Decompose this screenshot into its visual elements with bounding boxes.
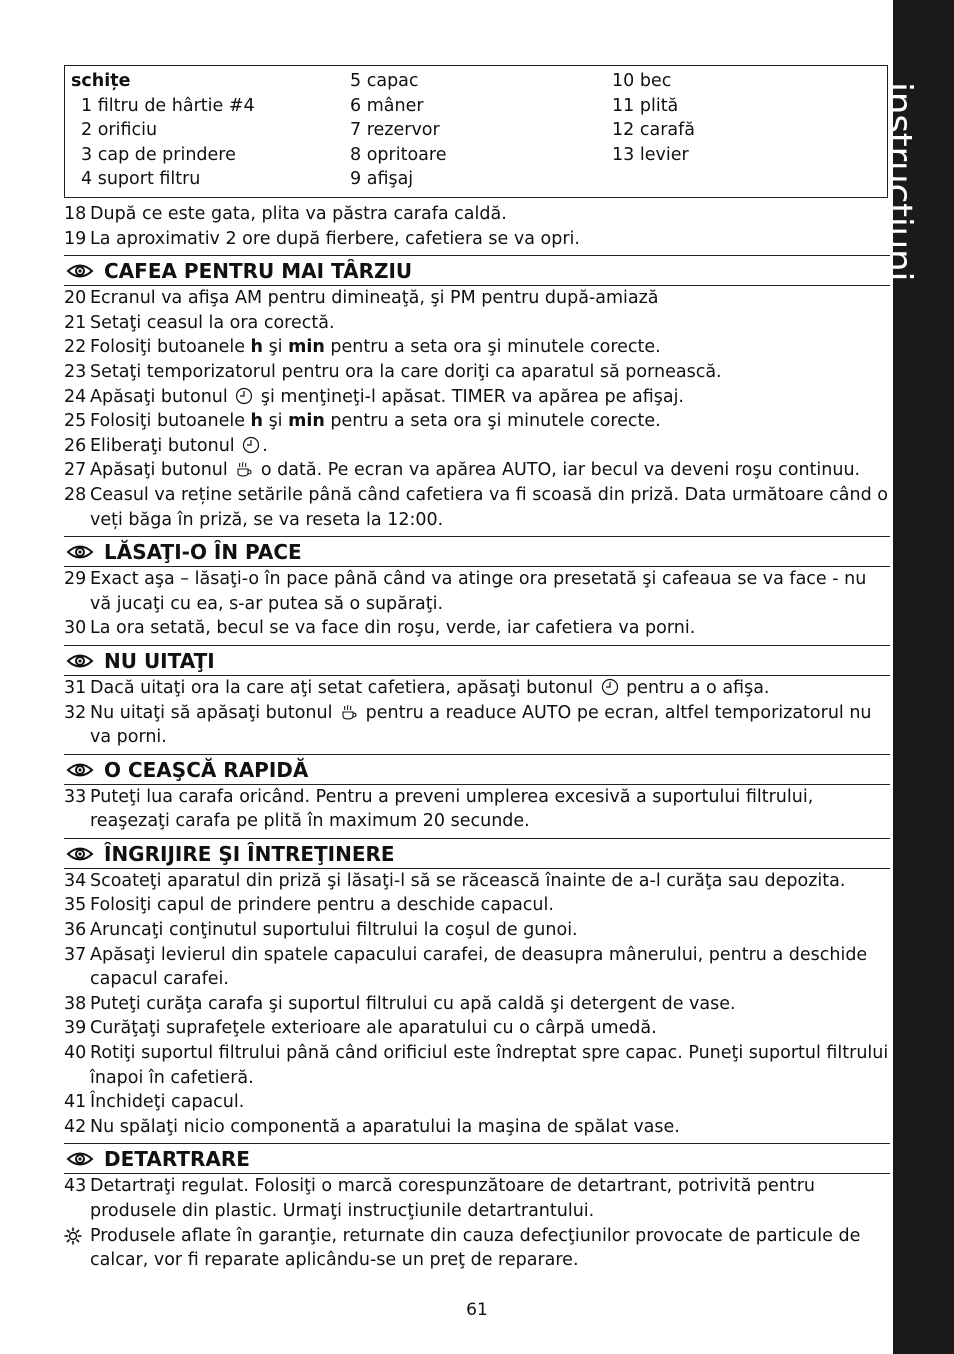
step-text: Ecranul va afişa AM pentru dimineaţă, şi PM pentru după-amiază bbox=[90, 288, 659, 309]
section-header-descaling bbox=[64, 1143, 890, 1174]
step-text: Setaţi temporizatorul pentru ora la care doriţi ca aparatul să pornească. bbox=[90, 361, 722, 382]
step-text: Setaţi ceasul la ora corectă. bbox=[90, 312, 335, 333]
step-number: 36 bbox=[64, 920, 87, 941]
step-text: şi menţineţi-l apăsat. TIMER va apărea pe afişaj. bbox=[255, 386, 684, 407]
step-number: 21 bbox=[64, 312, 87, 333]
part-number: 4 bbox=[81, 169, 93, 190]
step-text: Folosiţi butoanele bbox=[90, 337, 251, 358]
step-19 bbox=[64, 227, 890, 252]
step-text: Apăsaţi levierul din spatele capacului carafei, de deasupra mânerului, pentru a deschide capacul carafei. bbox=[90, 944, 868, 990]
part-label: levier bbox=[639, 144, 689, 165]
step-30 bbox=[64, 616, 890, 641]
step-number: 23 bbox=[64, 361, 87, 382]
part-number: 10 bbox=[612, 71, 635, 91]
part-label: filtru de hârtie #4 bbox=[97, 95, 255, 116]
step-35 bbox=[64, 893, 890, 918]
parts-column-2 bbox=[350, 69, 446, 192]
step-number: 39 bbox=[64, 1018, 87, 1039]
eye-icon bbox=[66, 761, 94, 779]
parts-item bbox=[350, 167, 446, 192]
step-26 bbox=[64, 434, 890, 459]
step-number: 29 bbox=[64, 569, 87, 590]
step-number: 26 bbox=[64, 435, 87, 456]
part-label: cap de prindere bbox=[97, 144, 236, 165]
sun-warning-icon bbox=[64, 1227, 82, 1245]
section-header-leave-it bbox=[64, 536, 890, 567]
part-number: 1 bbox=[81, 95, 93, 116]
step-text: Puteţi lua carafa oricând. Pentru a preveni umplerea excesivă a suportului filtrului, reaşezaţi carafa pe plită în maximum 20 secunde. bbox=[90, 786, 814, 832]
minute-button-label: min bbox=[288, 411, 325, 432]
step-number: 25 bbox=[64, 411, 87, 432]
parts-item bbox=[350, 94, 446, 119]
step-number: 41 bbox=[64, 1092, 87, 1113]
minute-button-label: min bbox=[288, 337, 325, 358]
section-header-quick-cup bbox=[64, 754, 890, 785]
step-text: Folosiţi capul de prindere pentru a deschide capacul. bbox=[90, 895, 554, 916]
part-label: orificiu bbox=[97, 120, 158, 141]
part-label: rezervor bbox=[366, 120, 440, 141]
part-label: carafă bbox=[639, 120, 696, 141]
eye-icon bbox=[66, 1150, 94, 1168]
step-39 bbox=[64, 1016, 890, 1041]
instructions-content bbox=[64, 202, 890, 1273]
step-number: 35 bbox=[64, 895, 87, 916]
part-label: plită bbox=[639, 95, 679, 116]
step-43 bbox=[64, 1174, 890, 1223]
step-29 bbox=[64, 567, 890, 616]
clock-icon bbox=[242, 436, 260, 454]
step-32 bbox=[64, 701, 890, 750]
section-header-care-maintenance bbox=[64, 838, 890, 869]
eye-icon bbox=[66, 262, 94, 280]
step-text: pentru a seta ora şi minutele corecte. bbox=[324, 411, 661, 432]
parts-item bbox=[350, 118, 446, 143]
step-text: La ora setată, becul se va face din roşu, verde, iar cafetiera va porni. bbox=[90, 618, 696, 639]
step-42 bbox=[64, 1115, 890, 1140]
clock-icon bbox=[601, 678, 619, 696]
coffee-cup-icon bbox=[235, 460, 253, 478]
step-number: 33 bbox=[64, 786, 87, 807]
step-number: 19 bbox=[64, 228, 87, 249]
step-33 bbox=[64, 785, 890, 834]
step-text: pentru a seta ora şi minutele corecte. bbox=[324, 337, 661, 358]
step-text: Curăţaţi suprafeţele exterioare ale aparatului cu o cârpă umedă. bbox=[90, 1018, 657, 1039]
side-tab-label: instrucțiuni bbox=[878, 82, 919, 282]
part-number: 9 bbox=[350, 169, 362, 190]
step-number: 37 bbox=[64, 944, 87, 965]
part-number: 13 bbox=[612, 144, 635, 165]
step-number: 34 bbox=[64, 870, 87, 891]
section-title: NU UITAŢI bbox=[104, 648, 215, 673]
step-text: Aruncaţi conţinutul suportului filtrului la coşul de gunoi. bbox=[90, 920, 578, 941]
part-number: 5 bbox=[350, 71, 362, 91]
step-31 bbox=[64, 676, 890, 701]
step-text: Folosiţi butoanele bbox=[90, 411, 251, 432]
parts-item bbox=[612, 143, 695, 168]
step-text: Rotiţi suportul filtrului până când orificiul este îndreptat spre capac. Puneţi suportul filtrului înapoi în cafetieră. bbox=[90, 1043, 889, 1088]
step-number: 31 bbox=[64, 677, 87, 698]
eye-icon bbox=[66, 543, 94, 561]
parts-item bbox=[71, 94, 255, 119]
part-number: 8 bbox=[350, 144, 362, 165]
note-text: Produsele aflate în garanţie, returnate din cauza defecţiunilor provocate de particule de calcar, vor fi reparate aplicându-se un preţ de reparare. bbox=[90, 1225, 861, 1271]
step-text: pentru a o afişa. bbox=[620, 677, 770, 698]
parts-item bbox=[71, 167, 255, 192]
step-text: Exact aşa – lăsaţi-o în pace până când va atinge ora presetată şi cafeaua se va face - nu vă jucaţi cu ea, s-ar putea să o supăraţi. bbox=[90, 569, 867, 614]
parts-item bbox=[71, 143, 255, 168]
part-number: 7 bbox=[350, 120, 362, 141]
step-text: Apăsaţi butonul bbox=[90, 386, 234, 407]
hour-button-label: h bbox=[250, 411, 263, 432]
parts-item bbox=[350, 143, 446, 168]
step-text: Scoateţi aparatul din priză şi lăsaţi-l să se răcească înainte de a-l curăţa sau depozita. bbox=[90, 870, 846, 891]
part-label: mâner bbox=[366, 95, 424, 116]
step-text: pentru a readuce AUTO pe ecran, altfel temporizatorul nu va porni. bbox=[90, 702, 872, 748]
step-number: 42 bbox=[64, 1116, 87, 1137]
step-38 bbox=[64, 992, 890, 1017]
step-text: Închideţi capacul. bbox=[90, 1092, 245, 1113]
step-text: Detartraţi regulat. Folosiţi o marcă corespunzătoare de detartrant, potrivită pentru produsele din plastic. Urmaţi instrucţiunile detartrantului. bbox=[90, 1176, 816, 1221]
step-number: 30 bbox=[64, 618, 87, 639]
section-header-coffee-later bbox=[64, 255, 890, 286]
section-header-remember bbox=[64, 645, 890, 676]
step-34 bbox=[64, 869, 890, 894]
step-text: La aproximativ 2 ore după fierbere, cafetiera se va opri. bbox=[90, 228, 580, 249]
step-number: 32 bbox=[64, 702, 87, 723]
part-label: capac bbox=[366, 71, 419, 91]
step-number: 40 bbox=[64, 1043, 87, 1064]
step-20 bbox=[64, 286, 890, 311]
part-label: bec bbox=[639, 71, 672, 91]
part-number: 6 bbox=[350, 95, 362, 116]
part-number: 3 bbox=[81, 144, 93, 165]
part-number: 2 bbox=[81, 120, 93, 141]
step-text: Apăsaţi butonul bbox=[90, 460, 234, 481]
parts-item bbox=[612, 94, 695, 119]
eye-icon bbox=[66, 652, 94, 670]
step-text: Nu spălaţi nicio componentă a aparatului la maşina de spălat vase. bbox=[90, 1116, 680, 1137]
step-37 bbox=[64, 943, 890, 992]
section-title: CAFEA PENTRU MAI TÂRZIU bbox=[104, 259, 413, 284]
section-title: O CEAŞCĂ RAPIDĂ bbox=[104, 757, 309, 782]
step-number: 20 bbox=[64, 288, 87, 309]
step-27 bbox=[64, 458, 890, 483]
eye-icon bbox=[66, 845, 94, 863]
step-text: Ceasul va reține setările până când cafetiera va fi scoasă din priză. Data următoare când o veți băga în priză, se va reseta la 12:00. bbox=[90, 484, 888, 530]
parts-title: schițe bbox=[71, 71, 131, 91]
parts-column-3 bbox=[612, 69, 695, 167]
part-label: afişaj bbox=[366, 169, 414, 190]
page-number: 61 bbox=[466, 1300, 488, 1320]
part-label: opritoare bbox=[366, 144, 447, 165]
step-number: 24 bbox=[64, 386, 87, 407]
section-title: DETARTRARE bbox=[104, 1147, 250, 1172]
step-36 bbox=[64, 918, 890, 943]
step-21 bbox=[64, 311, 890, 336]
step-text: şi bbox=[263, 411, 289, 432]
parts-item bbox=[612, 118, 695, 143]
section-title: ÎNGRIJIRE ŞI ÎNTREŢINERE bbox=[104, 841, 395, 866]
step-number: 18 bbox=[64, 204, 87, 224]
warranty-note bbox=[64, 1224, 890, 1273]
step-41 bbox=[64, 1090, 890, 1115]
part-number: 11 bbox=[612, 95, 635, 116]
parts-item bbox=[350, 69, 446, 94]
parts-legend-box bbox=[64, 65, 888, 198]
step-18 bbox=[64, 202, 890, 227]
step-text: După ce este gata, plita va păstra carafa caldă. bbox=[90, 204, 507, 224]
step-number: 28 bbox=[64, 484, 87, 505]
step-text: Eliberaţi butonul bbox=[90, 435, 241, 456]
step-40 bbox=[64, 1041, 890, 1090]
step-23 bbox=[64, 360, 890, 385]
step-text: Nu uitaţi să apăsaţi butonul bbox=[90, 702, 339, 723]
clock-icon bbox=[235, 387, 253, 405]
step-text: . bbox=[262, 435, 268, 456]
parts-item bbox=[71, 118, 255, 143]
section-title: LĂSAŢI-O ÎN PACE bbox=[104, 540, 302, 565]
hour-button-label: h bbox=[250, 337, 263, 358]
step-text: Puteţi curăţa carafa şi suportul filtrului cu apă caldă şi detergent de vase. bbox=[90, 993, 736, 1014]
step-text: o dată. Pe ecran va apărea AUTO, iar becul va deveni roşu continuu. bbox=[255, 460, 861, 481]
step-text: Dacă uitaţi ora la care aţi setat cafetiera, apăsaţi butonul bbox=[90, 677, 599, 698]
step-number: 22 bbox=[64, 337, 87, 358]
parts-item bbox=[612, 69, 695, 94]
step-number: 27 bbox=[64, 460, 87, 481]
step-number: 43 bbox=[64, 1176, 87, 1197]
step-28 bbox=[64, 483, 890, 532]
step-24 bbox=[64, 385, 890, 410]
coffee-cup-icon bbox=[340, 703, 358, 721]
parts-column-1 bbox=[71, 69, 255, 192]
step-number: 38 bbox=[64, 993, 87, 1014]
part-number: 12 bbox=[612, 120, 635, 141]
part-label: suport filtru bbox=[97, 169, 201, 190]
step-25 bbox=[64, 409, 890, 434]
step-text: şi bbox=[263, 337, 289, 358]
step-22 bbox=[64, 335, 890, 360]
